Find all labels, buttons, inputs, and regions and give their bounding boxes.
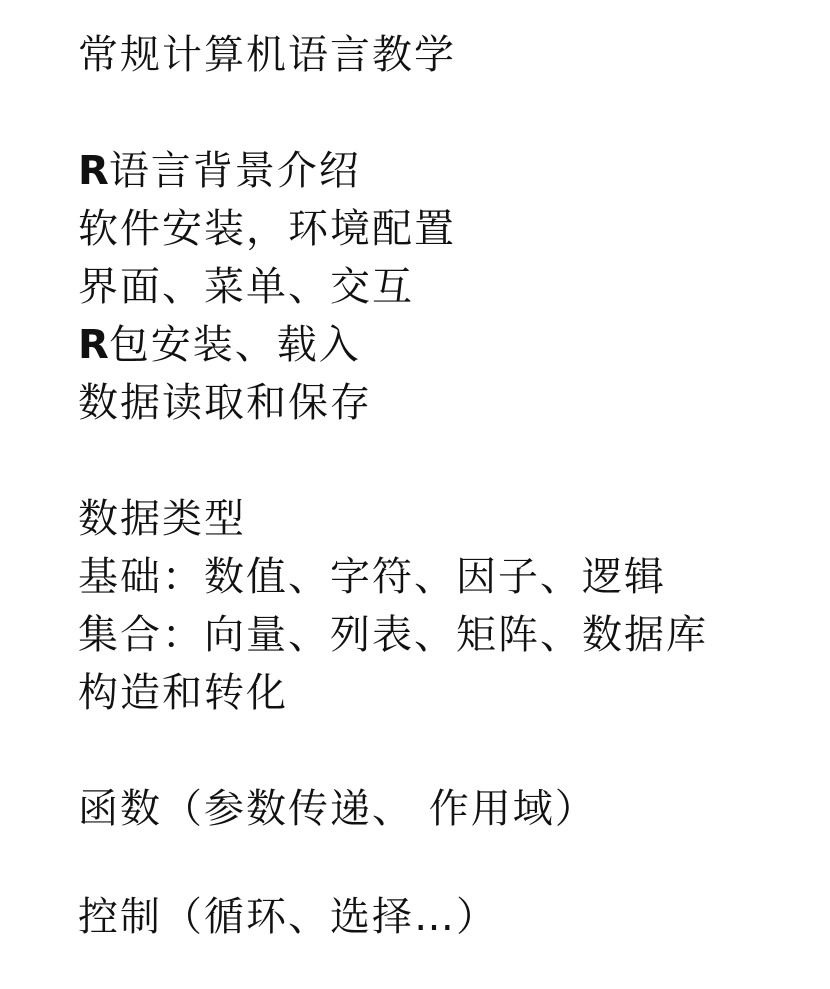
spacer xyxy=(78,432,818,490)
r-prefix: R xyxy=(78,322,109,368)
item-r-intro xyxy=(78,142,818,200)
item-collection-types: 集合：向量、列表、矩阵、数据库 xyxy=(78,612,708,658)
item-ui: 界面、菜单、交互 xyxy=(78,264,414,310)
section-heading-data-types: 数据类型 xyxy=(78,496,246,542)
item-io: 数据读取和保存 xyxy=(78,380,372,426)
item-basic-types: 基础：数值、字符、因子、逻辑 xyxy=(78,554,666,600)
item-install: 软件安装，环境配置 xyxy=(78,206,456,252)
spacer xyxy=(78,722,818,780)
document-body xyxy=(78,26,818,946)
item-text: 包安装、载入 xyxy=(108,322,361,368)
item-construct: 构造和转化 xyxy=(78,670,288,716)
item-packages xyxy=(78,316,818,374)
spacer xyxy=(78,838,818,888)
spacer xyxy=(78,84,818,142)
document-title: 常规计算机语言教学 xyxy=(78,32,456,78)
r-prefix: R xyxy=(78,148,109,194)
item-control: 控制（循环、选择…） xyxy=(78,894,498,940)
item-functions: 函数（参数传递、 作用域） xyxy=(78,786,597,832)
item-text: 语言背景介绍 xyxy=(108,148,361,194)
